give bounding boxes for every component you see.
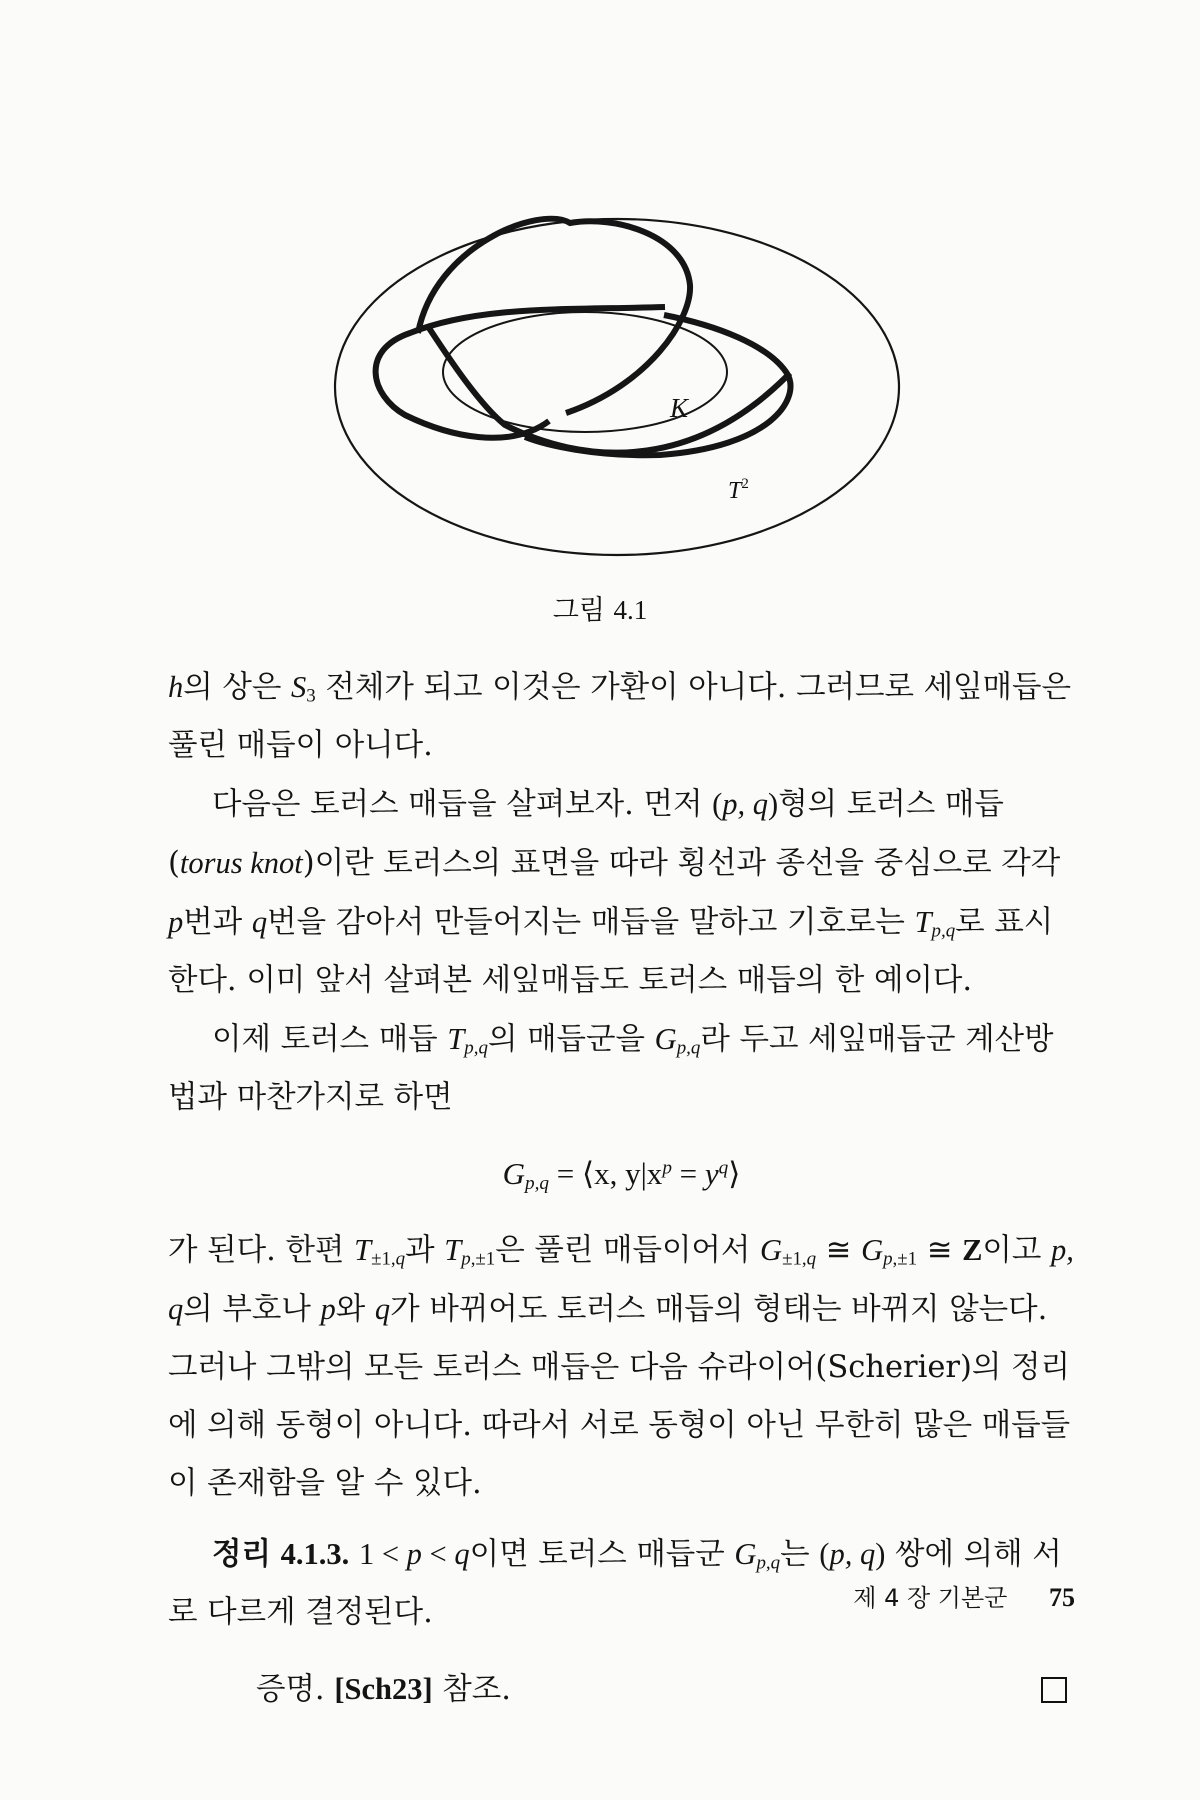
- knot-label: K: [670, 393, 689, 423]
- theorem-number: 4.1.3.: [280, 1537, 350, 1571]
- figure-caption: [0, 588, 1200, 627]
- chapter-title: 제 4 장 기본군: [853, 1584, 1008, 1612]
- paragraph-2: 다음은 토러스 매듭을 살펴보자. 먼저 (p, q)형의 토러스 매듭(torus knot)이란 토러스의 표면을 따라 횡선과 종선을 중심으로 각각 p번과 q번을 감아서 만들어지는 매듭을 말하고 기호로는 $T_{p,q}$로 표시한다. 이미 앞서 살펴본 세잎매듭도 토러스 매듭의 한 예이다.: [168, 787, 1061, 998]
- torus-label: $T^2$: [728, 476, 749, 504]
- page-number: 75: [1049, 1583, 1075, 1612]
- theorem-label: 정리: [212, 1537, 271, 1572]
- proof-label: 증명.: [256, 1672, 325, 1707]
- body-text: [168, 658, 1075, 1719]
- trefoil-torus-figure: [330, 215, 910, 580]
- qed-square-icon: [1041, 1677, 1067, 1703]
- proof-reference: [Sch23]: [334, 1672, 433, 1706]
- paragraph-3: 이제 토러스 매듭 $T_{p,q}$의 매듭군을 $G_{p,q}$라 두고 세잎매듭군 계산방법과 마찬가지로 하면: [168, 1022, 1054, 1115]
- trefoil-knot-strands: [376, 219, 791, 455]
- knot-strand-2: [525, 315, 790, 455]
- torus-knot-diagram: [330, 215, 910, 580]
- group-presentation-equation: $G_{p,q}$ = ⟨x, $y|x^p$ = $y^q⟩$: [502, 1156, 741, 1194]
- page-footer: [853, 1578, 1075, 1613]
- proof-line: 증명. [Sch23] 참조.: [168, 1660, 1075, 1719]
- paragraph-1: h의 상은 $S_3$ 전체가 되고 이것은 가환이 아니다. 그러므로 세잎매듭은 풀린 매듭이 아니다.: [168, 670, 1071, 763]
- caption-number: 4.1: [613, 595, 648, 625]
- knot-strand-3: [376, 307, 665, 438]
- paragraph-4: 가 된다. 한편 $T_{\pm 1,q}$과 $T_{p,\pm 1}$은 풀린 매듭이어서 $G_{\pm 1,q}$ ≅ $G_{p,\pm 1}$ ≅ Z이고 p, q의 부호나 p와 q가 바뀌어도 토러스 매듭의 형태는 바뀌지 않는다. 그러나 그밖의 모든 토러스 매듭은 다음 슈라이어(Scherier)의 정리에 의해 동형이 아니다. 따라서 서로 동형이 아닌 무한히 많은 매듭들이 존재함을 알 수 있다.: [168, 1233, 1074, 1501]
- theorem-4-1-3: 정리 4.1.3. 1 < p < q이면 토러스 매듭군 $G_{p,q}$는 (p, q) 쌍에 의해 서로 다르게 결정된다.: [168, 1537, 1062, 1630]
- caption-prefix: 그림: [552, 595, 605, 626]
